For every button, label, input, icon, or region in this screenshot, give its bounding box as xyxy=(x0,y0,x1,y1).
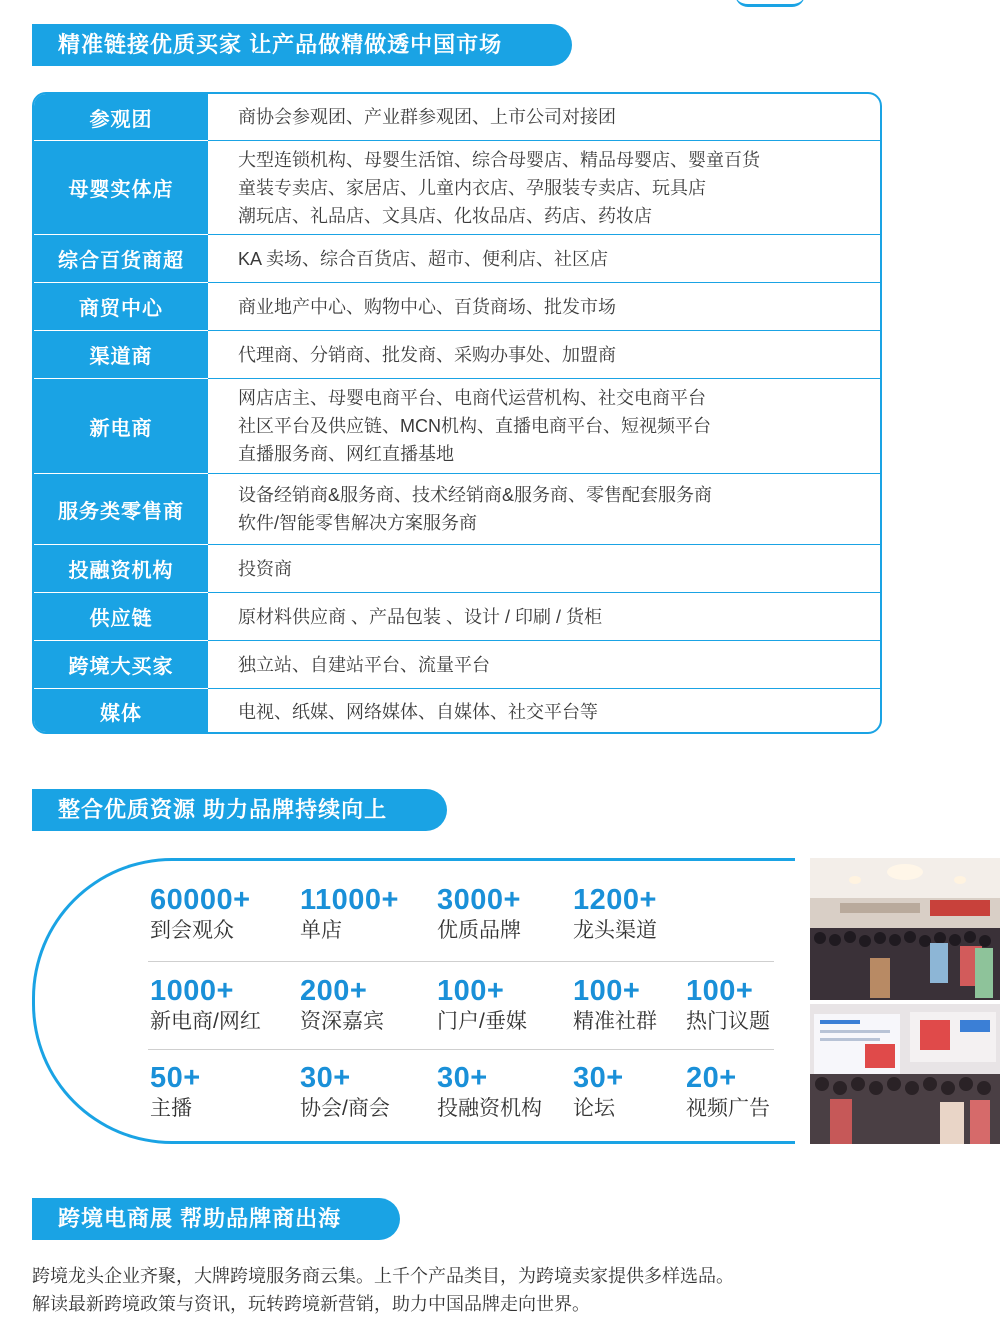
stat-label: 单店 xyxy=(300,919,342,942)
stats-panel xyxy=(32,858,795,1144)
description-line: 大型连锁机构、母婴生活馆、综合母婴店、精品母婴店、婴童百货 xyxy=(238,149,760,170)
row-category: 新电商 xyxy=(34,379,208,474)
section-title: 跨境电商展 帮助品牌商出海 xyxy=(58,1206,342,1231)
row-category: 投融资机构 xyxy=(34,545,208,593)
description-line: 投资商 xyxy=(238,558,292,579)
stat-label: 主播 xyxy=(150,1097,192,1120)
stat-number: 20+ xyxy=(686,1062,737,1094)
stat-label: 门户/垂媒 xyxy=(437,1010,527,1033)
stat-label: 投融资机构 xyxy=(437,1097,542,1120)
table-row xyxy=(34,474,880,545)
description-line: 童装专卖店、家居店、儿童内衣店、孕服装专卖店、玩具店 xyxy=(238,177,706,198)
stat-item xyxy=(573,884,657,944)
stat-label: 资深嘉宾 xyxy=(300,1010,384,1033)
row-description xyxy=(208,94,880,141)
stat-label: 论坛 xyxy=(573,1097,615,1120)
buyer-category-table xyxy=(32,92,882,734)
description-line: 商协会参观团、产业群参观团、上市公司对接团 xyxy=(238,107,616,127)
table-row xyxy=(34,331,880,379)
conference-hall-photo xyxy=(810,858,1000,1000)
stat-number: 200+ xyxy=(300,975,368,1007)
row-category: 服务类零售商 xyxy=(34,474,208,545)
stat-number: 50+ xyxy=(150,1062,201,1094)
stat-item xyxy=(573,975,657,1035)
row-category: 跨境大买家 xyxy=(34,641,208,689)
stat-item xyxy=(150,1062,201,1122)
description-line: 原材料供应商 、产品包装 、设计 / 印刷 / 货柜 xyxy=(238,606,603,627)
stat-number: 3000+ xyxy=(437,884,521,916)
row-category: 参观团 xyxy=(34,94,208,141)
table-row xyxy=(34,94,880,141)
stat-item xyxy=(150,884,251,944)
table-row xyxy=(34,593,880,641)
stat-label: 视频广告 xyxy=(686,1097,770,1120)
section-header-buyers xyxy=(32,24,572,66)
description-line: 潮玩店、礼品店、文具店、化妆品店、药店、药妆店 xyxy=(238,205,652,226)
stat-number: 30+ xyxy=(573,1062,624,1094)
table-row xyxy=(34,545,880,593)
section-title: 精准链接优质买家 让产品做精做透中国市场 xyxy=(58,32,503,57)
stat-item xyxy=(300,884,399,944)
description-line: 电视、纸媒、网络媒体、自媒体、社交平台等 xyxy=(238,701,598,722)
stat-item xyxy=(150,975,261,1035)
table-row xyxy=(34,283,880,331)
stat-number: 1200+ xyxy=(573,884,657,916)
row-description xyxy=(208,379,880,474)
row-description xyxy=(208,283,880,331)
description-line: 代理商、分销商、批发商、采购办事处、加盟商 xyxy=(238,344,616,365)
section-title: 整合优质资源 助力品牌持续向上 xyxy=(58,797,388,822)
row-description xyxy=(208,641,880,689)
stat-label: 到会观众 xyxy=(150,919,234,942)
section-header-resources xyxy=(32,789,447,831)
table-row xyxy=(34,235,880,283)
description-line: 跨境龙头企业齐聚，大牌跨境服务商云集。上千个产品类目，为跨境卖家提供多样选品。 xyxy=(32,1266,734,1286)
stat-label: 龙头渠道 xyxy=(573,919,657,942)
description-line: 直播服务商、网红直播基地 xyxy=(238,444,454,464)
row-description xyxy=(208,474,880,545)
table-row xyxy=(34,379,880,474)
stat-item xyxy=(686,975,770,1035)
stat-item xyxy=(300,1062,390,1122)
stat-item xyxy=(686,1062,770,1122)
stat-item xyxy=(573,1062,624,1122)
top-decoration xyxy=(735,0,805,7)
stat-label: 优质品牌 xyxy=(437,919,521,942)
row-description xyxy=(208,593,880,641)
stat-label: 精准社群 xyxy=(573,1010,657,1033)
row-description xyxy=(208,235,880,283)
description-line: 解读最新跨境政策与资讯，玩转跨境新营销，助力中国品牌走向世界。 xyxy=(32,1294,590,1314)
row-description xyxy=(208,545,880,593)
forum-audience-photo xyxy=(810,1004,1000,1144)
description-line: 商业地产中心、购物中心、百货商场、批发市场 xyxy=(238,296,616,317)
description-line: 社区平台及供应链、MCN机构、直播电商平台、短视频平台 xyxy=(238,416,711,436)
stat-label: 协会/商会 xyxy=(300,1097,390,1120)
row-description xyxy=(208,331,880,379)
stat-number: 1000+ xyxy=(150,975,234,1007)
section-header-crossborder xyxy=(32,1198,400,1240)
stat-number: 100+ xyxy=(573,975,641,1007)
stat-number: 30+ xyxy=(300,1062,351,1094)
stat-number: 100+ xyxy=(686,975,754,1007)
crossborder-description xyxy=(32,1262,972,1318)
stat-number: 11000+ xyxy=(300,884,399,916)
description-line: 网店店主、母婴电商平台、电商代运营机构、社交电商平台 xyxy=(238,388,706,408)
table-row xyxy=(34,689,880,734)
description-line: 软件/智能零售解决方案服务商 xyxy=(238,513,477,533)
stat-item xyxy=(437,1062,542,1122)
row-description xyxy=(208,689,880,734)
table-row xyxy=(34,141,880,235)
stat-item xyxy=(437,884,521,944)
description-line: KA 卖场、综合百货店、超市、便利店、社区店 xyxy=(238,248,609,269)
stat-item xyxy=(437,975,527,1035)
row-category: 商贸中心 xyxy=(34,283,208,331)
row-category: 媒体 xyxy=(34,689,208,734)
stat-number: 30+ xyxy=(437,1062,488,1094)
stat-number: 60000+ xyxy=(150,884,251,916)
row-category: 母婴实体店 xyxy=(34,141,208,235)
stats-divider xyxy=(148,1049,774,1050)
row-category: 综合百货商超 xyxy=(34,235,208,283)
stat-item xyxy=(300,975,384,1035)
row-category: 渠道商 xyxy=(34,331,208,379)
row-category: 供应链 xyxy=(34,593,208,641)
stat-number: 100+ xyxy=(437,975,505,1007)
stat-label: 热门议题 xyxy=(686,1010,770,1033)
stat-label: 新电商/网红 xyxy=(150,1010,261,1033)
stats-divider xyxy=(148,961,774,962)
description-line: 独立站、自建站平台、流量平台 xyxy=(238,654,490,675)
description-line: 设备经销商&服务商、技术经销商&服务商、零售配套服务商 xyxy=(238,485,713,505)
table-row xyxy=(34,641,880,689)
row-description xyxy=(208,141,880,235)
